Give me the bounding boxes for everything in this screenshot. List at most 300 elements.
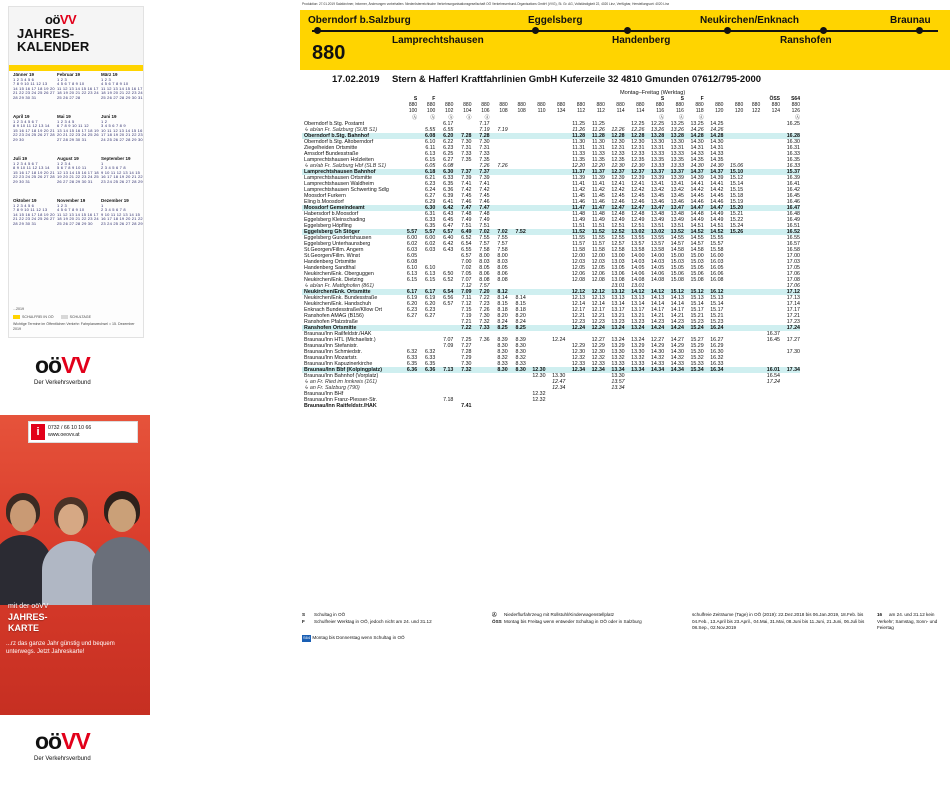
- departure-time: 15.22: [729, 217, 744, 223]
- departure-time: 12.37: [611, 169, 625, 175]
- departure-time: 15.23: [710, 319, 724, 325]
- departure-time: 15.23: [690, 319, 704, 325]
- stop-name: ↳ ab/an Fr. Salzburg (SUB S1): [304, 127, 378, 133]
- stop-name: Oberndorf b.Stg. Bahnhof: [304, 133, 370, 139]
- departure-time: 6.10: [406, 265, 418, 271]
- departure-time: 8.00: [497, 253, 508, 259]
- departure-time: 13.47: [670, 205, 684, 211]
- oovv-tagline-bottom: Der Verkehrsverbund: [34, 756, 91, 762]
- departure-time: 14.33: [690, 151, 704, 157]
- stop-name: Handenberg Sandthal: [304, 265, 356, 271]
- departure-time: 12.55: [611, 235, 625, 241]
- departure-time: 7.49: [479, 217, 490, 223]
- departure-time: 15.57: [710, 241, 724, 247]
- departure-time: 12.06: [591, 271, 605, 277]
- departure-time: 12.41: [631, 181, 645, 187]
- departure-time: 16.54: [766, 373, 781, 379]
- departure-time: 13.41: [670, 181, 684, 187]
- departure-time: 13.57: [611, 379, 625, 385]
- departure-time: 16.46: [786, 199, 800, 205]
- departure-time: 13.30: [552, 373, 566, 379]
- departure-time: 6.13: [424, 151, 436, 157]
- departure-time: 13.03: [611, 259, 625, 265]
- departure-time: 12.42: [631, 187, 645, 193]
- departure-time: 8.24: [497, 319, 508, 325]
- departure-time: 6.55: [443, 127, 454, 133]
- departure-time: 14.29: [650, 343, 665, 349]
- departure-time: 11.52: [572, 229, 586, 235]
- departure-time: 14.06: [631, 271, 645, 277]
- departure-time: 13.02: [650, 229, 665, 235]
- departure-time: 12.47: [631, 205, 645, 211]
- departure-time: 13.45: [650, 193, 665, 199]
- departure-time: 8.39: [515, 337, 526, 343]
- departure-time: 11.25: [572, 121, 586, 127]
- calendar-month: Mai 19 1 2 3 4 5 6 7 8 9 10 11 12 13 14 15 16 17 18 19 20 21 22 23 24 25 26 27 28 29 30 31: [57, 114, 99, 142]
- departure-time: 14.55: [670, 235, 684, 241]
- departure-time: 11.28: [591, 133, 605, 139]
- accessibility-symbol: Ⓐ: [698, 115, 704, 121]
- accessibility-symbol: Ⓐ: [430, 115, 436, 121]
- departure-time: 7.47: [479, 205, 490, 211]
- departure-time: 16.25: [786, 121, 800, 127]
- departure-time: 16.24: [710, 325, 724, 331]
- departure-time: 6.11: [425, 145, 436, 151]
- stop-name: Oberndorf b.Stg. Postamt: [304, 121, 365, 127]
- legend-school-label: SCHULTAGE: [69, 315, 91, 319]
- person-torso: [92, 537, 154, 605]
- course-number: 134: [557, 108, 566, 114]
- stop-name: Neukirchen/Enk. Ortsmitte: [304, 289, 371, 295]
- departure-time: 14.26: [710, 127, 724, 133]
- departure-time: 13.35: [670, 157, 684, 163]
- departure-time: 14.33: [650, 361, 665, 367]
- course-line-number: 880: [636, 102, 645, 108]
- stop-name: Arnsdorf Bundesstraße: [304, 151, 359, 157]
- departure-time: 14.06: [650, 271, 665, 277]
- calendar-grid: [9, 73, 143, 273]
- stop-name: Braunau/Inn Railfeldstr./HAK: [304, 331, 372, 337]
- departure-time: 15.55: [710, 235, 724, 241]
- brochure-title-line2: KALENDER: [17, 39, 90, 54]
- departure-time: 17.14: [786, 301, 800, 307]
- departure-time: 16.27: [710, 337, 724, 343]
- departure-time: 16.58: [786, 247, 800, 253]
- stop-name: Neukirchen/Enk. Dietzing: [304, 277, 364, 283]
- calendar-month: Oktober 19 1 2 3 4 5 6 7 8 9 10 11 12 13 14 15 16 17 18 19 20 21 22 23 24 25 26 27 28 29 30 31: [13, 198, 55, 226]
- departure-time: 7.09: [461, 289, 472, 295]
- departure-time: 6.23: [424, 181, 436, 187]
- departure-time: 8.30: [497, 349, 508, 355]
- departure-time: 13.49: [650, 217, 665, 223]
- course-number: 124: [771, 108, 781, 114]
- departure-time: 8.33: [515, 361, 526, 367]
- accessibility-symbol: [526, 114, 546, 121]
- departure-time: 6.49: [461, 229, 472, 235]
- departure-time: 13.30: [650, 139, 665, 145]
- departure-time: 11.31: [592, 145, 605, 151]
- departure-time: 6.29: [424, 199, 436, 205]
- departure-time: 7.02: [461, 265, 472, 271]
- footnote-item: [302, 619, 487, 626]
- departure-time: 11.37: [572, 169, 586, 175]
- departure-time: 14.39: [710, 175, 724, 181]
- footnote-text: Montag bis Freitag wenn entweder Schultag in OÖ oder in Salzburg: [504, 618, 642, 624]
- departure-time: 12.58: [611, 247, 625, 253]
- departure-time: 7.39: [479, 175, 490, 181]
- departure-time: 16.03: [710, 259, 724, 265]
- route-stop-dot: [532, 27, 539, 34]
- departure-time: [490, 403, 508, 409]
- departure-time: 14.30: [690, 163, 704, 169]
- route-stop-lamprechtshausen: Lamprechtshausen: [392, 35, 484, 46]
- departure-time: 16.28: [786, 133, 800, 139]
- departure-time: 14.46: [690, 199, 704, 205]
- departure-time: 6.20: [443, 133, 454, 139]
- departure-time: 8.05: [479, 265, 490, 271]
- departure-time: 8.30: [497, 367, 508, 373]
- departure-time: 13.26: [670, 127, 684, 133]
- departure-time: 13.01: [631, 283, 645, 289]
- departure-time: 7.26: [497, 163, 508, 169]
- departure-time: 7.26: [479, 307, 490, 313]
- departure-time: 7.28: [461, 349, 472, 355]
- departure-time: 6.19: [424, 295, 436, 301]
- departure-time: 6.25: [443, 151, 454, 157]
- departure-time: 15.06: [690, 271, 704, 277]
- departure-time: 16.41: [786, 181, 800, 187]
- departure-time: 11.58: [592, 247, 605, 253]
- course-number: 104: [463, 108, 472, 114]
- accessibility-symbol: Ⓐ: [678, 115, 684, 121]
- course-line-number: 880: [499, 102, 508, 108]
- departure-time: 14.58: [670, 247, 684, 253]
- departure-time: 13.25: [690, 121, 704, 127]
- route-stop-ranshofen: Ranshofen: [780, 35, 832, 46]
- departure-time: 12.13: [591, 295, 605, 301]
- departure-time: 13.55: [650, 235, 665, 241]
- stop-name: Ranshofen AMAG (B156): [304, 313, 364, 319]
- calendar-month: September 19 1 2 3 4 5 6 7 8 9 10 11 12 13 14 15 16 17 18 19 20 21 22 23 24 25 26 27 28 29: [101, 156, 143, 184]
- valid-from-date: 17.02.2019: [332, 74, 380, 85]
- course-line-number: 880: [771, 102, 781, 108]
- departure-time: 12.05: [591, 265, 605, 271]
- course-number: 112: [577, 108, 586, 114]
- departure-time: 12.35: [631, 157, 645, 163]
- departure-time: 7.32: [479, 319, 490, 325]
- departure-time: 12.08: [571, 277, 586, 283]
- departure-time: [471, 403, 489, 409]
- departure-time: 6.15: [424, 157, 436, 163]
- route-stop-handenberg: Handenberg: [612, 35, 671, 46]
- route-stop-neukirchen: Neukirchen/Enknach: [700, 15, 799, 26]
- departure-time: 6.23: [424, 307, 436, 313]
- departure-time: 17.06: [786, 283, 800, 289]
- departure-time: 17.17: [786, 307, 800, 313]
- stop-name: Oberndorf b.Stg. Altoberndorf: [304, 139, 374, 145]
- departure-time: 12.48: [611, 211, 625, 217]
- departure-time: 14.30: [670, 349, 684, 355]
- course-number: 102: [445, 108, 454, 114]
- departure-time: 11.30: [572, 139, 586, 145]
- departure-time: 14.14: [670, 301, 684, 307]
- departure-time: 15.12: [729, 175, 744, 181]
- departure-time: 14.31: [690, 145, 704, 151]
- departure-time: 7.17: [479, 121, 490, 127]
- accessibility-symbol: Ⓐ: [794, 115, 800, 121]
- departure-time: 11.55: [592, 235, 605, 241]
- accessibility-symbol: Ⓐ: [466, 115, 472, 121]
- departure-time: 7.41: [479, 181, 490, 187]
- course-line-number: 880: [445, 102, 454, 108]
- departure-time: 6.27: [406, 313, 418, 319]
- departure-time: 6.55: [461, 247, 472, 253]
- accessibility-symbol: [625, 114, 645, 121]
- departure-time: 13.35: [650, 157, 665, 163]
- departure-time: 8.06: [497, 271, 508, 277]
- departure-time: 6.32: [406, 349, 418, 355]
- departure-time: 11.48: [592, 211, 605, 217]
- accessibility-symbol: [508, 114, 526, 121]
- stop-name: Lamprechtshausen Waldheim: [304, 181, 374, 187]
- departure-time: 17.05: [786, 265, 800, 271]
- departure-time: 12.28: [611, 133, 625, 139]
- departure-time: 16.48: [786, 211, 800, 217]
- departure-time: 6.39: [443, 193, 454, 199]
- departure-time: 7.33: [461, 151, 472, 157]
- departure-time: 7.41: [461, 181, 472, 187]
- departure-time: 6.23: [443, 145, 454, 151]
- departure-time: 15.00: [670, 253, 684, 259]
- departure-time: 6.27: [443, 157, 454, 163]
- person-face: [58, 504, 84, 535]
- departure-time: 11.51: [592, 223, 605, 229]
- departure-time: 11.25: [592, 121, 605, 127]
- departure-time: 15.08: [690, 277, 704, 283]
- departure-time: 11.41: [572, 181, 586, 187]
- route-stop-dot: [314, 27, 321, 34]
- info-icon: i: [31, 424, 45, 440]
- departure-time: 14.33: [670, 361, 684, 367]
- departure-time: 8.32: [497, 355, 508, 361]
- departure-time: 17.03: [786, 259, 800, 265]
- accessibility-symbol: [605, 114, 625, 121]
- departure-time: 12.57: [611, 241, 625, 247]
- departure-time: 7.51: [479, 223, 490, 229]
- departure-time: 14.21: [670, 313, 684, 319]
- departure-time: 12.23: [571, 319, 586, 325]
- departure-time: 7.00: [461, 259, 472, 265]
- departure-time: 17.00: [786, 253, 800, 259]
- departure-time: 14.37: [710, 169, 724, 175]
- departure-time: 12.33: [571, 361, 586, 367]
- departure-time: 13.48: [670, 211, 684, 217]
- departure-time: 6.30: [424, 205, 436, 211]
- stop-name: Lamprechtshausen Schwerting Sdlg: [304, 187, 389, 193]
- departure-time: 12.41: [611, 181, 625, 187]
- departure-time: 13.39: [650, 175, 665, 181]
- departure-time: 16.37: [766, 331, 781, 337]
- departure-time: 17.30: [786, 349, 800, 355]
- departure-time: 7.12: [461, 283, 472, 289]
- departure-time: 5.57: [424, 229, 436, 235]
- departure-time: 14.24: [670, 325, 684, 331]
- stop-name: Braunau/Inn Kapuzinerkirche: [304, 361, 373, 367]
- departure-time: 14.30: [650, 349, 665, 355]
- departure-time: 16.33: [786, 151, 800, 157]
- departure-time: 14.05: [650, 265, 665, 271]
- departure-time: 12.06: [571, 271, 586, 277]
- departure-time: 14.34: [650, 367, 665, 373]
- departure-time: 12.34: [552, 385, 566, 391]
- calendar-month: April 19 1 2 3 4 5 6 7 8 9 10 11 12 13 14 15 16 17 18 19 20 21 22 23 24 25 26 27 28 29 30: [13, 114, 55, 142]
- departure-time: [704, 403, 724, 409]
- departure-time: 13.32: [631, 355, 645, 361]
- departure-time: 7.19: [479, 127, 490, 133]
- departure-time: 14.12: [631, 289, 645, 295]
- calendar-month: Juli 19 1 2 3 4 5 6 7 8 9 10 11 12 13 14 15 16 17 18 19 20 21 22 23 24 25 26 27 28 29 30 31: [13, 156, 55, 184]
- departure-time: 11.35: [572, 157, 586, 163]
- course-symbol: S: [413, 96, 418, 102]
- departure-time: 7.48: [461, 211, 472, 217]
- accessibility-symbol: Ⓐ: [412, 115, 418, 121]
- departure-time: 13.42: [670, 187, 684, 193]
- departure-time: 8.05: [497, 265, 508, 271]
- footnote-text: am 24. und 31.12 kein Verkehr; Samstag, Sonn- und Feiertag: [877, 612, 938, 631]
- brochure-footer-note: Wichtige Termine im Öffentlichen Verkehr: Fahrplanwechsel = 15. Dezember 2019: [13, 322, 135, 331]
- route-stop-dot: [820, 27, 827, 34]
- promo-headline-line3: KARTE: [8, 623, 39, 633]
- departure-time: 7.39: [461, 175, 472, 181]
- departure-time: 14.13: [650, 295, 665, 301]
- course-number: 100: [408, 108, 418, 114]
- departure-time: 8.15: [515, 301, 526, 307]
- departure-time: 12.33: [591, 361, 605, 367]
- departure-time: 7.48: [479, 211, 490, 217]
- stop-name: Braunau/Inn BHf: [304, 391, 344, 397]
- departure-time: 13.33: [650, 163, 665, 169]
- departure-time: 13.31: [650, 145, 665, 151]
- departure-time: 13.24: [611, 325, 625, 331]
- departure-time: 14.45: [690, 193, 704, 199]
- departure-time: 17.27: [786, 337, 800, 343]
- course-number: 116: [675, 108, 684, 114]
- departure-time: 6.31: [424, 211, 436, 217]
- stop-name: Braunau/Inn Mozartstr.: [304, 355, 358, 361]
- departure-time: 17.06: [786, 271, 800, 277]
- departure-time: 15.58: [710, 247, 724, 253]
- departure-time: 8.30: [515, 343, 526, 349]
- calendar-month: Juni 19 1 2 3 4 5 6 7 8 9 10 11 12 13 14 15 16 17 18 19 20 21 22 23 24 25 26 27 28 29 30: [101, 114, 143, 142]
- departure-time: 7.32: [461, 367, 472, 373]
- brochure-footer: [13, 307, 139, 332]
- departure-time: 16.32: [710, 355, 724, 361]
- departure-time: 11.47: [572, 205, 586, 211]
- departure-time: 6.43: [443, 211, 454, 217]
- departure-time: 8.30: [497, 343, 508, 349]
- departure-time: 17.13: [786, 295, 800, 301]
- departure-time: 13.46: [670, 199, 684, 205]
- departure-time: 12.45: [611, 193, 625, 199]
- stop-name: Braunau/Inn Bbf (Kolpingplatz): [304, 367, 382, 373]
- departure-time: 13.06: [611, 271, 625, 277]
- timetable-panel: [150, 0, 938, 800]
- departure-time: 13.30: [631, 349, 645, 355]
- footnote-symbol: ÖSS: [492, 618, 502, 624]
- departure-time: 15.15: [729, 187, 744, 193]
- departure-time: 14.30: [710, 139, 724, 145]
- departure-time: 6.52: [443, 277, 454, 283]
- course-line-number: 880: [557, 102, 566, 108]
- departure-time: 13.01: [611, 283, 625, 289]
- departure-time: 11.31: [572, 145, 586, 151]
- departure-time: 17.24: [786, 325, 800, 331]
- departure-time: 6.33: [424, 217, 436, 223]
- departure-time: 12.29: [591, 343, 605, 349]
- course-number: 116: [656, 108, 665, 114]
- footnote-item-s64: [302, 635, 487, 642]
- departure-time: 6.57: [443, 229, 454, 235]
- departure-time: 7.57: [479, 241, 490, 247]
- brochure-title: [17, 27, 89, 53]
- accessibility-symbol: Ⓐ: [448, 115, 454, 121]
- course-symbol: S: [680, 96, 684, 102]
- oovv-logo-middle: oöVV Der Verkehrsverbund: [34, 352, 91, 386]
- departure-time: 7.33: [479, 325, 490, 331]
- course-line-number: 880: [517, 102, 526, 108]
- departure-time: 7.42: [479, 187, 490, 193]
- departure-time: 6.13: [424, 271, 436, 277]
- departure-time: 14.05: [631, 265, 645, 271]
- departure-time: 14.21: [650, 313, 665, 319]
- departure-time: 16.34: [710, 367, 724, 373]
- departure-time: 14.52: [690, 229, 704, 235]
- stop-name: ↳ an Fr. Salzburg (790): [304, 385, 360, 391]
- departure-time: 14.42: [690, 187, 704, 193]
- departure-time: 13.58: [650, 247, 665, 253]
- promo-body: ...rz das ganze Jahr günstig und bequem unterwegs. Jetzt Jahreskarte!: [6, 641, 115, 655]
- departure-time: 15.19: [729, 199, 744, 205]
- departure-time: 16.35: [786, 157, 800, 163]
- departure-time: 15.13: [710, 295, 724, 301]
- departure-time: 7.02: [479, 229, 490, 235]
- departure-time: 14.29: [670, 343, 684, 349]
- calendar-brochure: [8, 6, 144, 338]
- departure-time: 7.45: [479, 193, 490, 199]
- departure-time: 7.46: [461, 199, 472, 205]
- departure-time: 7.27: [461, 343, 472, 349]
- course-line-number: 880: [426, 102, 436, 108]
- departure-time: 11.41: [592, 181, 605, 187]
- departure-time: 13.13: [631, 295, 645, 301]
- course-number: 110: [537, 108, 546, 114]
- course-symbol: S64: [791, 96, 800, 102]
- departure-time: 12.52: [611, 229, 625, 235]
- departure-time: 6.45: [443, 217, 454, 223]
- departure-time: 12.37: [631, 169, 645, 175]
- departure-time: 7.52: [515, 229, 526, 235]
- departure-time: 12.49: [611, 217, 625, 223]
- stop-name: Braunau/Inn Bahnhof (Vorplatz): [304, 373, 379, 379]
- departure-time: 13.52: [670, 229, 684, 235]
- departure-time: 15.37: [786, 169, 800, 175]
- departure-time: 6.21: [424, 175, 436, 181]
- departure-time: 6.52: [461, 235, 472, 241]
- departure-time: 7.30: [461, 361, 472, 367]
- departure-time: 12.27: [650, 337, 665, 343]
- course-number: 118: [695, 108, 704, 114]
- stop-name: Eggelsberg Gundertshausen: [304, 235, 372, 241]
